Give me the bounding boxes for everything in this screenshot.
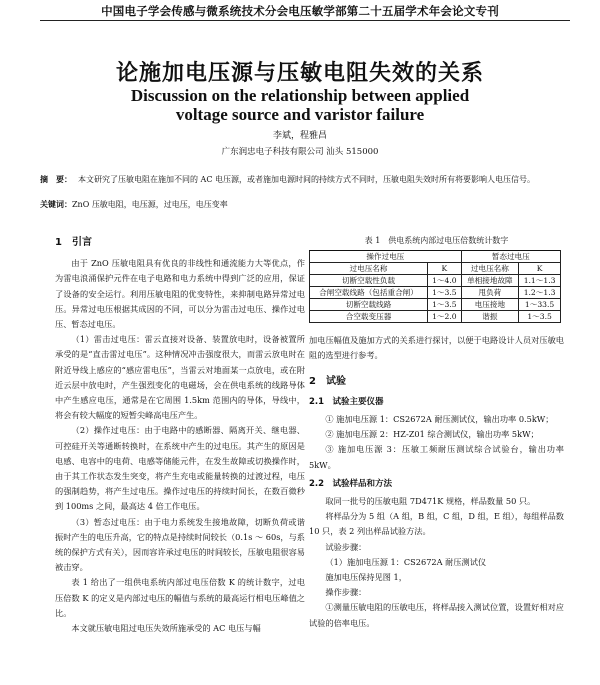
- intro-paragraph: （2）操作过电压：由于电路中的感断器、隔离开关、继电器、可控硅开关等通断转换时，在系统中产生的过电压。其产生的原因是电感、电容中的电荷、电感等储能元件，在发生故障或切换操作时，由于其工作状态发生突变，将产生充电或能量转换的过渡过程，电压的强制趋势，将产生过电压。操作过电压的持续时间长，在数百微秒到 100ms 之间，最高达 4 倍工作电压。: [55, 425, 305, 512]
- header-rule: [40, 20, 570, 21]
- table-row: [310, 299, 561, 311]
- intro-paragraph: （3）暂态过电压：由于电力系统发生接地故障，切断负荷或谐振时产生的电压升高，它的特点是持续时间较长（0.1s ～ 60s，与系统的保护方式有关），因而容许承过电压的时间较长，压敏电阻很容易被击穿。: [55, 516, 305, 573]
- table-cell: 切断空载性负载: [310, 275, 428, 287]
- table-col-header: K: [519, 263, 561, 275]
- table-1-caption: 表 1 供电系统内部过电压倍数统计数字: [364, 236, 509, 245]
- table-col-header: K: [428, 263, 462, 275]
- instrument-item: ③ 施加电压源 3：压敏工频耐压测试综合试验台，输出功率 5kW。: [309, 444, 564, 470]
- table-cell: 1～3.5: [428, 287, 462, 299]
- table-cell: 电压接地: [461, 299, 519, 311]
- keywords-text: ZnO 压敏电阻，电压源，过电压，电压变率: [72, 200, 228, 209]
- paper-title-en-line2: voltage source and varistor failure: [175, 105, 425, 124]
- table-row: [310, 311, 561, 323]
- intro-paragraph: 本文就压敏电阻过电压失效所施承受的 AC 电压与幅: [71, 623, 261, 634]
- keywords: [40, 199, 580, 210]
- paper-title-cn: 论施加电压源与压敏电阻失效的关系: [115, 61, 484, 86]
- table-cell: 1～4.0: [428, 275, 462, 287]
- table-col-header: 过电压名称: [310, 263, 428, 275]
- table-cell: 1～33.5: [519, 299, 561, 311]
- intro-paragraph: 由于 ZnO 压敏电阻具有优良的非线性和通流能力大等优点，作为雷电浪涌保护元件在电子电路和电力系统中得到广泛的应用，保证了设备的安全运行。利用压敏电阻的优变特性，来抑制电路异常过电压。异常过电压根据其成因的不同，可以分为雷击过电压、操作过电压、暂态过电压。: [55, 258, 305, 330]
- left-column: [55, 233, 305, 636]
- paper-title-en-line1: Discussion on the relationship between applied: [130, 86, 470, 105]
- section-2-title: 2 试验: [309, 375, 346, 387]
- table-cell: 1.2～1.3: [519, 287, 561, 299]
- right-column: [309, 233, 564, 631]
- method-paragraph: （1）施加电压源 1：CS2672A 耐压测试仪: [325, 556, 487, 567]
- method-paragraph: 操作步骤：: [325, 587, 367, 598]
- method-paragraph: 试验步骤：: [325, 541, 367, 552]
- table-cell: 切断空载线路: [310, 299, 428, 311]
- table-row: [310, 287, 561, 299]
- method-paragraph: 施加电压保持见图 1，: [325, 572, 407, 583]
- abstract-text: 本文研究了压敏电阻在施加不同的 AC 电压源，或者施加电源时间的持续方式不同时，压敏电阻失效时所有将要影响人电压信号。: [78, 175, 535, 184]
- authors: 李斌，程雅昌: [272, 131, 327, 141]
- method-paragraph: 将样品分为 5 组（A 组，B 组，C 组，D 组，E 组），每组样品数 10 只，表 2 列出样品试验方法。: [309, 511, 564, 537]
- instrument-item: ① 施加电压源 1：CS2672A 耐压测试仪，输出功率 0.5kW；: [325, 414, 554, 425]
- section-1-title: 1 引言: [55, 237, 92, 248]
- table-group-header: 操作过电压: [310, 251, 462, 263]
- method-paragraph: ①测量压敏电阻的压敏电压，将样品接入测试位置，设置好相对应试验的倍率电压。: [309, 602, 564, 628]
- instrument-item: ② 施加电压源 2：HZ-Z01 综合测试仪，输出功率 5kW；: [325, 429, 539, 440]
- paper-title-en: [0, 86, 600, 124]
- method-paragraph: 取同一批号的压敏电阻 7D471K 规格，样品数量 50 只。: [325, 496, 536, 507]
- table-cell: 1～3.5: [428, 299, 462, 311]
- table-cell: 1.1～1.3: [519, 275, 561, 287]
- intro-continuation: 加电压幅值及施加方式的关系进行探讨，以便于电路设计人员对压敏电阻的选型进行参考。: [309, 335, 564, 361]
- journal-header: 中国电子学会传感与微系统技术分会电压敏学部第二十五届学术年会论文专刊: [101, 4, 499, 18]
- table-cell: 单相接地故障: [461, 275, 519, 287]
- section-2-1-title: 2.1 试验主要仪器: [309, 396, 384, 407]
- intro-paragraph: 表 1 给出了一组供电系统内部过电压倍数 K 的统计数字，过电压倍数 K 的定义是内部过电压的幅值与系统的最高运行相电压峰值之比。: [55, 577, 305, 618]
- table-cell: 甩负荷: [461, 287, 519, 299]
- affiliation: 广东润忠电子科技有限公司 汕头 515000: [221, 147, 379, 157]
- table-col-header: 过电压名称: [461, 263, 519, 275]
- abstract-label: 摘 要：: [40, 175, 72, 184]
- table-group-header: 暂态过电压: [461, 251, 560, 263]
- abstract: [40, 174, 580, 186]
- keywords-label: 关键词：: [40, 200, 72, 209]
- table-cell: 合闸空载线路（包括重合闸）: [310, 287, 428, 299]
- table-cell: 合空载变压器: [310, 311, 428, 323]
- table-row: [310, 275, 561, 287]
- table-1: [309, 250, 561, 323]
- section-2-2-title: 2.2 试验样品和方法: [309, 478, 393, 489]
- table-cell: 1～3.5: [519, 311, 561, 323]
- intro-paragraph: （1）雷击过电压：雷云直接对设备、装置放电时，设备被置所承受的是“直击雷过电压”。这种情况冲击强度很大，而雷云放电时在附近导线上感应的“感应雷电压”，当雷云对地面某一点放电，或在附近云层中放电时，产生强烈变化的电磁场，会在供电系统的线路导体中产生感应电压，通常是在它周围 1.5km 范围内的导体，导线中，将会有较大幅度的短暂尖峰高电压产生。: [55, 334, 305, 421]
- table-cell: 谐振: [461, 311, 519, 323]
- table-cell: 1～2.0: [428, 311, 462, 323]
